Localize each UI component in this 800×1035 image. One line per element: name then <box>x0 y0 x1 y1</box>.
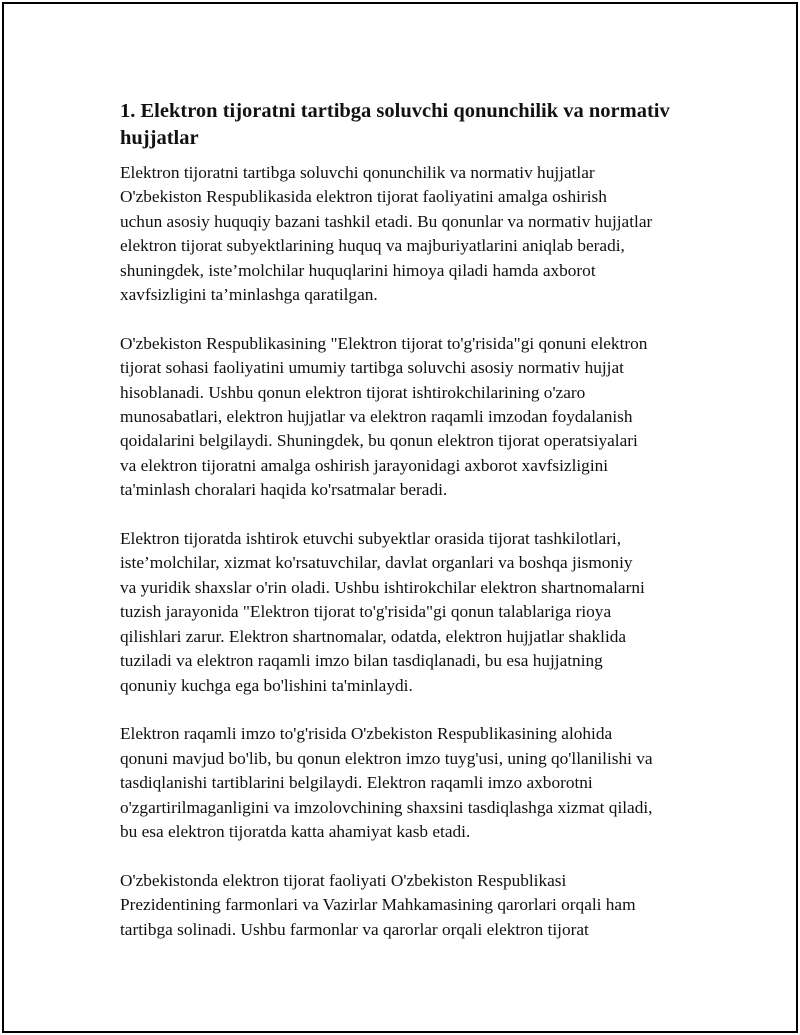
paragraph-4 <box>120 722 700 844</box>
text-line: tasdiqlanishi tartiblarini belgilaydi. Elektron raqamli imzo axborotni <box>120 773 593 793</box>
text-line: Elektron tijoratni tartibga soluvchi qonunchilik va normativ hujjatlar <box>120 163 595 182</box>
text-line: shuningdek, iste’molchilar huquqlarini himoya qiladi hamda axborot <box>120 260 596 280</box>
page-frame <box>2 2 798 1033</box>
text-line: hisoblanadi. Ushbu qonun elektron tijorat ishtirokchilarining o'zaro <box>120 382 586 402</box>
text-line: Elektron raqamli imzo to'g'risida O'zbekiston Respublikasining alohida <box>120 724 613 744</box>
text-line: iste’molchilar, xizmat ko'rsatuvchilar, davlat organlari va boshqa jismoniy <box>120 553 633 573</box>
text-line: tartibga solinadi. Ushbu farmonlar va qarorlar orqali elektron tijorat <box>120 919 589 939</box>
text-line: qoidalarini belgilaydi. Shuningdek, bu qonun elektron tijorat operatsiyalari <box>120 431 638 451</box>
text-line: o'zgartirilmaganligini va imzolovchining shaxsini tasdiqlashga xizmat qiladi, <box>120 797 653 817</box>
text-line: ta'minlash choralari haqida ko'rsatmalar beradi. <box>120 480 448 500</box>
text-line: xavfsizligini ta’minlashga qaratilgan. <box>120 285 378 305</box>
text-line: Prezidentining farmonlari va Vazirlar Mahkamasining qarorlari orqali ham <box>120 895 636 915</box>
text-line: qilishlari zarur. Elektron shartnomalar, odatda, elektron hujjatlar shaklida <box>120 626 627 646</box>
text-line: O'zbekistonda elektron tijorat faoliyati O'zbekiston Respublikasi <box>120 870 567 890</box>
heading-line: hujjatlar <box>120 127 199 149</box>
text-line: uchun asosiy huquqiy bazani tashkil etadi. Bu qonunlar va normativ hujjatlar <box>120 211 653 231</box>
text-line: O'zbekiston Respublikasining "Elektron tijorat to'g'risida"gi qonuni elektron <box>120 333 648 353</box>
text-line: munosabatlari, elektron hujjatlar va elektron raqamli imzodan foydalanish <box>120 407 633 427</box>
text-line: tuzish jarayonida "Elektron tijorat to'g'risida"gi qonun talablariga rioya <box>120 602 612 622</box>
text-line: tuziladi va elektron raqamli imzo bilan tasdiqlanadi, bu esa hujjatning <box>120 651 603 671</box>
text-line: elektron tijorat subyektlarining huquq va majburiyatlarini aniqlab beradi, <box>120 236 625 256</box>
text-line: O'zbekiston Respublikasida elektron tijorat faoliyatini amalga oshirish <box>120 187 607 207</box>
document-body <box>120 98 700 966</box>
text-line: va elektron tijoratni amalga oshirish jarayonidagi axborot xavfsizligini <box>120 455 609 475</box>
text-line: Elektron tijoratda ishtirok etuvchi subyektlar orasida tijorat tashkilotlari, <box>120 529 622 549</box>
paragraph-5 <box>120 869 700 942</box>
paragraph-2 <box>120 332 700 503</box>
text-line: bu esa elektron tijoratda katta ahamiyat kasb etadi. <box>120 821 471 841</box>
text-line: qonuni mavjud bo'lib, bu qonun elektron imzo tuyg'usi, uning qo'llanilishi va <box>120 748 653 768</box>
paragraph-3 <box>120 527 700 698</box>
text-line: va yuridik shaxslar o'rin oladi. Ushbu ishtirokchilar elektron shartnomalarni <box>120 577 645 597</box>
text-line: tijorat sohasi faoliyatini umumiy tartibga soluvchi asosiy normativ hujjat <box>120 358 624 378</box>
section-heading <box>120 98 700 152</box>
paragraph-1 <box>120 161 700 307</box>
text-line: qonuniy kuchga ega bo'lishini ta'minlaydi. <box>120 675 413 695</box>
heading-line: 1. Elektron tijoratni tartibga soluvchi qonunchilik va normativ <box>120 100 670 122</box>
